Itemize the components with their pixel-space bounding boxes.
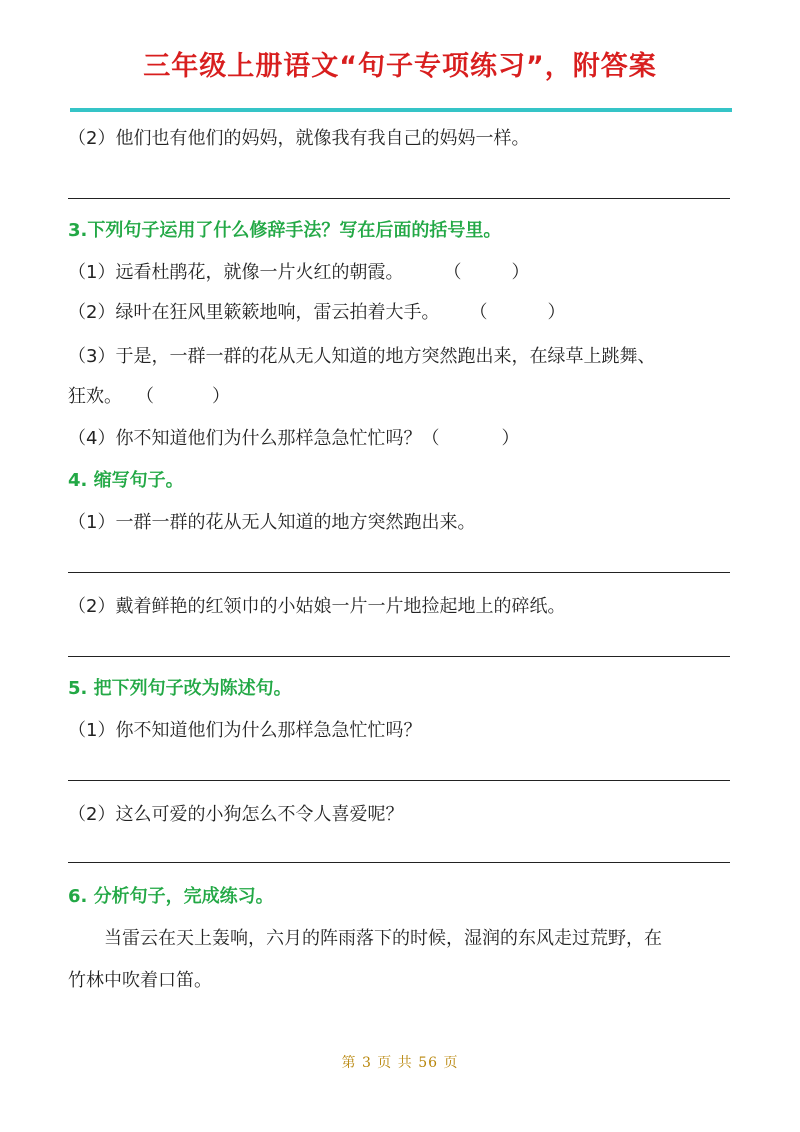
answer-paren-close: ） [511,262,530,283]
page-title: 三年级上册语文“句子专项练习”，附答案 [143,51,657,82]
question-text: 狂欢。 [68,386,122,407]
section-4-heading: 4. 缩写句子。 [68,470,184,491]
answer-paren-open: （ [443,262,462,283]
answer-line [68,572,730,573]
section-5-heading: 5. 把下列句子改为陈述句。 [68,678,292,699]
passage-line-2: 竹林中吹着口笛。 [68,970,212,991]
answer-line [68,780,730,781]
answer-paren-close: ） [547,302,566,323]
answer-line [68,198,730,199]
title-divider [70,108,732,112]
question-3-1 [68,260,529,286]
question-4-2: （2）戴着鲜艳的红领巾的小姑娘一片一片地捡起地上的碎纸。 [68,596,566,617]
answer-line [68,656,730,657]
section-6-heading: 6. 分析句子，完成练习。 [68,886,274,907]
passage-line-1: 当雷云在天上轰响，六月的阵雨落下的时候，湿润的东风走过荒野，在 [104,928,662,949]
answer-paren-close: ） [501,428,520,449]
question-5-1: （1）你不知道他们为什么那样急急忙忙吗？ [68,720,422,741]
answer-paren-close: ） [212,386,230,407]
question-3-3-continued [68,384,230,410]
answer-line [68,862,730,863]
question-3-2 [68,300,565,326]
question-4-1: （1）一群一群的花从无人知道的地方突然跑出来。 [68,512,476,533]
answer-paren-open: （ [469,302,488,323]
section-3-heading: 3.下列句子运用了什么修辞手法？写在后面的括号里。 [68,220,502,241]
question-3-4 [68,426,519,452]
question-text: （4）你不知道他们为什么那样急急忙忙吗？ [68,428,422,449]
page-number: 第 3 页 共 56 页 [341,1055,459,1071]
answer-paren-open: （ [136,386,154,407]
question-text: （1）远看杜鹃花，就像一片火红的朝霞。 [68,262,404,283]
question-3-3: （3）于是，一群一群的花从无人知道的地方突然跑出来，在绿草上跳舞、 [68,346,656,367]
question-text: （2）绿叶在狂风里簌簌地响，雷云拍着大手。 [68,302,440,323]
question-5-2: （2）这么可爱的小狗怎么不令人喜爱呢？ [68,804,404,825]
answer-paren-open: （ [421,428,440,449]
question-2-2: （2）他们也有他们的妈妈，就像我有我自己的妈妈一样。 [68,128,530,149]
